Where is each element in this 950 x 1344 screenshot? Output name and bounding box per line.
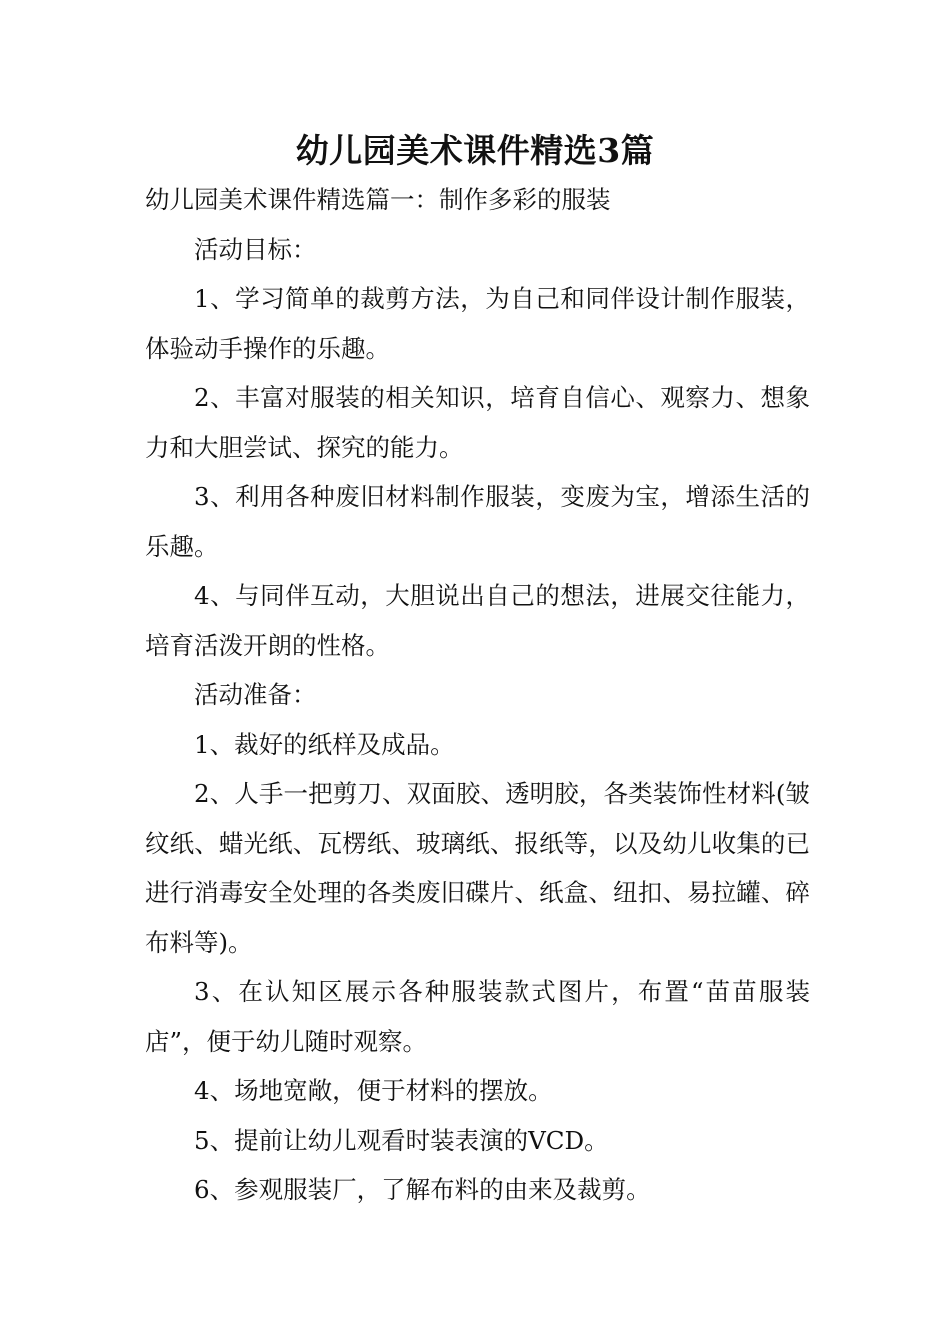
paragraph-prep-heading: 活动准备：	[194, 680, 317, 709]
paragraph-prep-2: 2、人手一把剪刀、双面胶、透明胶，各类装饰性材料(皱纹纸、蜡光纸、瓦楞纸、玻璃纸、报纸等，以及幼儿收集的已进行消毒安全处理的各类废旧碟片、纸盒、纽扣、易拉罐、碎布料等)。	[145, 779, 810, 957]
paragraph-prep-5: 5、提前让幼儿观看时装表演的VCD。	[194, 1125, 609, 1155]
paragraph-goal-4: 4、与同伴互动，大胆说出自己的想法，进展交往能力，培育活泼开朗的性格。	[145, 581, 810, 660]
section-heading: 幼儿园美术课件精选篇一：制作多彩的服装	[145, 185, 611, 214]
paragraph-goal-3: 3、利用各种废旧材料制作服装，变废为宝，增添生活的乐趣。	[145, 482, 810, 561]
document-title: 幼儿园美术课件精选3篇	[295, 131, 655, 170]
paragraph-goal-1: 1、学习简单的裁剪方法，为自己和同伴设计制作服装，体验动手操作的乐趣。	[145, 284, 810, 363]
paragraph-goals-heading: 活动目标：	[194, 234, 317, 264]
paragraph-prep-1: 1、裁好的纸样及成品。	[194, 729, 455, 759]
document-body	[145, 175, 810, 1215]
paragraph-prep-4: 4、场地宽敞，便于材料的摆放。	[194, 1076, 553, 1105]
paragraph-prep-6: 6、参观服装厂，了解布料的由来及裁剪。	[194, 1175, 651, 1204]
paragraph-prep-3: 3、在认知区展示各种服装款式图片，布置“苗苗服装店”，便于幼儿随时观察。	[145, 977, 810, 1056]
paragraph-goal-2: 2、丰富对服装的相关知识，培育自信心、观察力、想象力和大胆尝试、探究的能力。	[145, 383, 810, 462]
